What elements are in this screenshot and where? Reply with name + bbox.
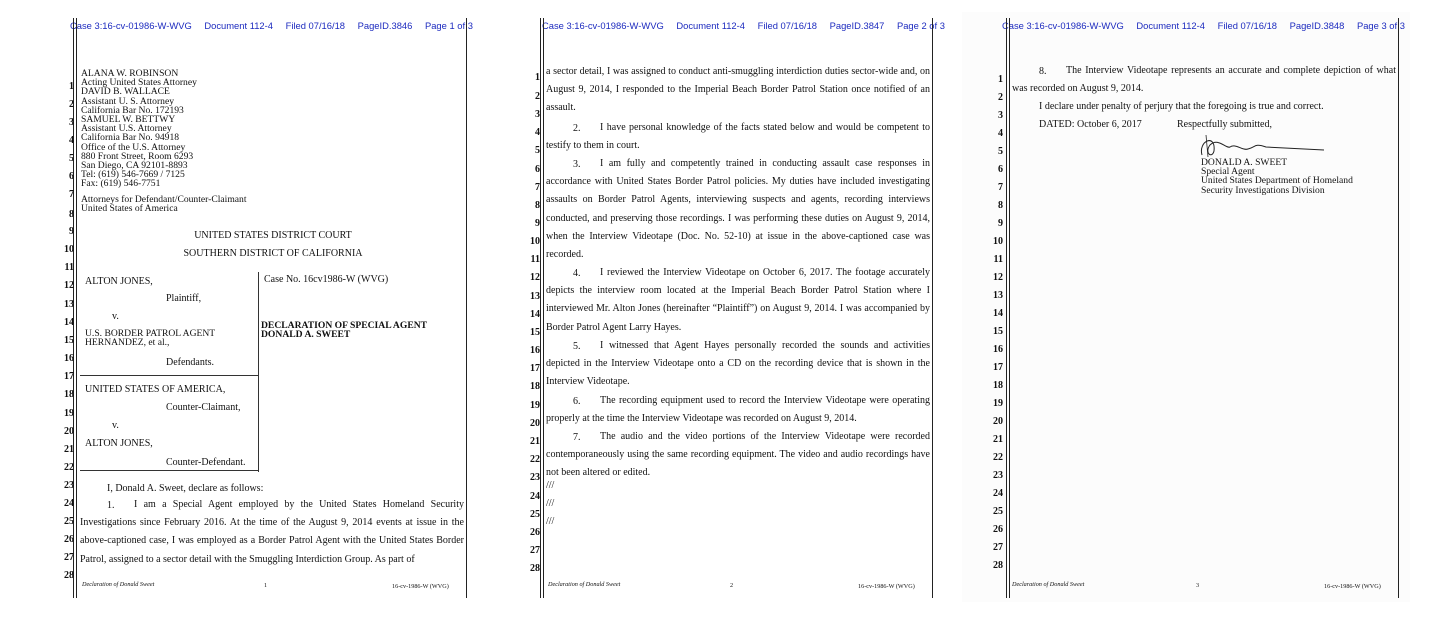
- line-number: 11: [993, 254, 1003, 265]
- court-district: SOUTHERN DISTRICT OF CALIFORNIA: [183, 248, 363, 259]
- plaintiff-name: ALTON JONES,: [85, 276, 153, 287]
- header-filed: Filed 07/16/18: [1217, 20, 1278, 31]
- slash-mark: ///: [546, 516, 555, 527]
- line-number: 26: [530, 527, 540, 538]
- footer-title: Declaration of Donald Sweet: [82, 581, 155, 588]
- court-name: UNITED STATES DISTRICT COURT: [194, 230, 352, 241]
- line-number: 25: [64, 516, 74, 527]
- line-number: 12: [530, 272, 540, 283]
- attorney-block: [81, 69, 197, 189]
- line-number: 17: [993, 362, 1003, 373]
- line-number: 12: [993, 272, 1003, 283]
- versus-2: v.: [112, 420, 119, 431]
- line-number: 6: [998, 164, 1003, 175]
- line-number: 9: [998, 218, 1003, 229]
- header-document: Document 112-4: [1136, 20, 1205, 31]
- paragraph-number: 6.: [573, 396, 581, 407]
- footer-page: 3: [1196, 582, 1200, 589]
- attorney-line: Acting United States Attorney: [81, 77, 197, 89]
- caption-rule: [80, 470, 258, 471]
- counter-claimant-role: Counter-Claimant,: [166, 402, 241, 413]
- line-number: 14: [530, 309, 540, 320]
- line-number: 1: [69, 81, 74, 92]
- signer-name: DONALD A. SWEET: [1201, 157, 1288, 168]
- defendant-line: HERNANDEZ, et al.,: [85, 337, 170, 349]
- document-title-line: DONALD A. SWEET: [261, 329, 351, 341]
- line-number: 15: [530, 327, 540, 338]
- attorney-line: California Bar No. 94918: [81, 132, 180, 144]
- attorney-line: ALANA W. ROBINSON: [81, 68, 179, 79]
- dated-line: DATED: October 6, 2017: [1039, 119, 1142, 130]
- line-number: 14: [64, 317, 74, 328]
- footer-page: 1: [264, 582, 268, 589]
- signer-title: Special Agent: [1201, 166, 1255, 178]
- header-pagenum: Page 2 of 3: [896, 20, 945, 31]
- counter-defendant-role: Counter-Defendant.: [166, 457, 246, 468]
- line-number: 13: [64, 299, 74, 310]
- line-number: 3: [69, 117, 74, 128]
- line-number: 3: [998, 110, 1003, 121]
- paragraph-number: 8.: [1039, 66, 1047, 77]
- line-number: 8: [998, 200, 1003, 211]
- line-number: 14: [993, 308, 1003, 319]
- footer-title: Declaration of Donald Sweet: [1012, 581, 1085, 588]
- right-margin-rule: [932, 18, 933, 598]
- line-number: 19: [993, 398, 1003, 409]
- attorney-line: Office of the U.S. Attorney: [81, 141, 186, 153]
- attorney-line: San Diego, CA 92101-8893: [81, 160, 188, 172]
- footer-case: 16-cv-1986-W (WVG): [392, 583, 449, 590]
- attorney-line: Assistant U. S. Attorney: [81, 95, 175, 107]
- line-number: 10: [64, 244, 74, 255]
- paragraph-number: 4.: [573, 268, 581, 279]
- line-number: 13: [530, 291, 540, 302]
- line-number: 26: [64, 534, 74, 545]
- line-number: 16: [530, 345, 540, 356]
- footer-case: 16-cv-1986-W (WVG): [1324, 583, 1381, 590]
- counter-claimant-name: UNITED STATES OF AMERICA,: [85, 384, 226, 395]
- line-number: 1: [998, 74, 1003, 85]
- line-number: 24: [530, 491, 540, 502]
- line-number: 12: [64, 280, 74, 291]
- line-number: 22: [64, 462, 74, 473]
- header-pagenum: Page 3 of 3: [1356, 20, 1405, 31]
- line-number: 27: [64, 552, 74, 563]
- footer-case: 16-cv-1986-W (WVG): [858, 583, 915, 590]
- line-number: 5: [535, 145, 540, 156]
- paragraph-2: I have personal knowledge of the facts stated below and would be competent to testify to them in court.: [546, 122, 930, 152]
- defendant-role: Defendants.: [166, 357, 215, 368]
- signer-org: Security Investigations Division: [1201, 184, 1325, 196]
- line-number: 3: [535, 109, 540, 120]
- line-number: 21: [530, 436, 540, 447]
- line-number: 25: [530, 509, 540, 520]
- header-pagenum: Page 1 of 3: [424, 20, 473, 31]
- versus-1: v.: [112, 311, 119, 322]
- line-number: 7: [69, 189, 74, 200]
- line-number: 18: [530, 381, 540, 392]
- line-number: 20: [993, 416, 1003, 427]
- line-number: 19: [530, 400, 540, 411]
- header-filed: Filed 07/16/18: [757, 20, 818, 31]
- attorneys-for-line: Attorneys for Defendant/Counter-Claimant: [81, 194, 247, 205]
- defendant-name: [85, 329, 215, 347]
- attorney-line: SAMUEL W. BETTWY: [81, 114, 176, 126]
- line-number: 28: [993, 560, 1003, 571]
- line-number: 27: [993, 542, 1003, 553]
- line-number: 5: [69, 153, 74, 164]
- line-number: 8: [535, 200, 540, 211]
- paragraph-1: I am a Special Agent employed by the United States Homeland Security Investigations since February 2016. At the time of the August 9, 2014 events at issue in the above-captioned case, I was employed as a Border Patrol Agent with the United States Border Patrol, assigned to a sector detail with the Smuggling Interdiction Group. As part of: [80, 499, 464, 565]
- paragraph-number: 1.: [107, 500, 115, 511]
- line-number: 24: [993, 488, 1003, 499]
- header-document: Document 112-4: [676, 20, 745, 31]
- line-number: 20: [530, 418, 540, 429]
- document-title: [261, 321, 427, 339]
- line-number: 15: [993, 326, 1003, 337]
- line-number: 8: [69, 209, 74, 220]
- signer-org: United States Department of Homeland: [1201, 175, 1353, 187]
- paragraph-7: The audio and the video portions of the Interview Videotape were recorded contemporaneously using the same recording equipment. The video and audio recordings have not been altered or edited.: [546, 431, 930, 479]
- line-number: 17: [530, 363, 540, 374]
- line-number: 28: [64, 570, 74, 581]
- line-number: 1: [535, 72, 540, 83]
- line-number: 21: [993, 434, 1003, 445]
- paragraph-number: 3.: [573, 159, 581, 170]
- document-page-2: [492, 12, 945, 602]
- paragraph-4: I reviewed the Interview Videotape on October 6, 2017. The footage accurately depicts the interview room located at the Imperial Beach Border Patrol Station where I interviewed Mr. Alton Jones (hereinafter “Plaintiff”) on August 9, 2014. I was accompanied by Border Patrol Agent Larry Hayes.: [546, 267, 930, 333]
- paragraph-5: I witnessed that Agent Hayes personally recorded the sounds and activities depicted in the Interview Videotape onto a CD on the recording device that is shown in the Interview Videotape.: [546, 340, 930, 388]
- header-pageid: PageID.3846: [357, 20, 413, 31]
- line-number: 6: [535, 164, 540, 175]
- line-number: 18: [64, 389, 74, 400]
- paragraph-number: 7.: [573, 432, 581, 443]
- attorney-line: Fax: (619) 546-7751: [81, 178, 161, 190]
- line-number: 17: [64, 371, 74, 382]
- case-number: Case No. 16cv1986-W (WVG): [264, 274, 389, 285]
- right-margin-rule: [466, 18, 467, 598]
- header-document: Document 112-4: [204, 20, 273, 31]
- header-pageid: PageID.3848: [1289, 20, 1345, 31]
- caption-divider: [258, 272, 259, 472]
- line-number: 26: [993, 524, 1003, 535]
- line-number: 28: [530, 563, 540, 574]
- paragraph-number: 2.: [573, 123, 581, 134]
- signature-block: [1201, 158, 1353, 195]
- paragraph-number: 5.: [573, 341, 581, 352]
- line-number: 6: [69, 171, 74, 182]
- header-case: Case 3:16-cv-01986-W-WVG: [1002, 20, 1124, 31]
- line-number: 24: [64, 498, 74, 509]
- declaration-intro: I, Donald A. Sweet, declare as follows:: [107, 483, 264, 494]
- respectfully-submitted: Respectfully submitted,: [1177, 119, 1272, 130]
- line-number: 22: [530, 454, 540, 465]
- line-number: 20: [64, 426, 74, 437]
- line-number: 15: [64, 335, 74, 346]
- footer-page: 2: [730, 582, 734, 589]
- page-header: [70, 20, 473, 31]
- left-margin-rule: [540, 18, 544, 598]
- line-number: 7: [998, 182, 1003, 193]
- perjury-statement: I declare under penalty of perjury that the foregoing is true and correct.: [1039, 101, 1324, 112]
- line-number: 11: [530, 254, 540, 265]
- line-number: 23: [530, 472, 540, 483]
- line-number: 4: [69, 135, 74, 146]
- paragraph-1-continued: a sector detail, I was assigned to conduct anti-smuggling interdiction duties sector-wide and, on August 9, 2014, I responded to the Imperial Beach Border Patrol Station once notified of an assault.: [546, 66, 930, 114]
- line-number: 9: [69, 226, 74, 237]
- attorney-line: Assistant U.S. Attorney: [81, 123, 172, 135]
- counter-defendant-name: ALTON JONES,: [85, 438, 153, 449]
- line-number: 25: [993, 506, 1003, 517]
- line-number: 7: [535, 182, 540, 193]
- line-number: 5: [998, 146, 1003, 157]
- line-number: 21: [64, 444, 74, 455]
- footer-title: Declaration of Donald Sweet: [548, 581, 621, 588]
- line-number: 10: [993, 236, 1003, 247]
- caption-rule: [80, 375, 258, 376]
- line-number: 2: [535, 91, 540, 102]
- line-number: 16: [64, 353, 74, 364]
- header-pageid: PageID.3847: [829, 20, 885, 31]
- attorney-line: DAVID B. WALLACE: [81, 86, 170, 98]
- attorney-line: California Bar No. 172193: [81, 104, 184, 116]
- document-page-1: [20, 12, 473, 602]
- line-number: 4: [998, 128, 1003, 139]
- line-number: 4: [535, 127, 540, 138]
- line-number: 2: [69, 99, 74, 110]
- line-number: 11: [64, 262, 74, 273]
- line-number: 9: [535, 218, 540, 229]
- slash-mark: ///: [546, 480, 555, 491]
- line-number: 16: [993, 344, 1003, 355]
- defendant-line: U.S. BORDER PATROL AGENT: [85, 328, 216, 339]
- line-number: 19: [64, 408, 74, 419]
- right-margin-rule: [1398, 18, 1399, 598]
- line-number: 27: [530, 545, 540, 556]
- page-header: [542, 20, 945, 31]
- page-header: [1002, 20, 1410, 31]
- paragraph-8: The Interview Videotape represents an accurate and complete depiction of what was recorded on August 9, 2014.: [1012, 65, 1396, 95]
- line-number: 23: [993, 470, 1003, 481]
- line-number: 2: [998, 92, 1003, 103]
- line-number: 23: [64, 480, 74, 491]
- document-page-3: [962, 12, 1410, 602]
- paragraph-3: I am fully and competently trained in conducting assault case responses in accordance with United States Border Patrol policies. My duties have included investigating assaults on Border Patrol Agents, interviewing suspects and agents, recording interviews conducted, and preserving those recordings. I was performing these duties on August 9, 2014, when the Interview Videotape (Doc. No. 52-10) at issue in the above-captioned case was recorded.: [546, 158, 930, 261]
- line-number: 13: [993, 290, 1003, 301]
- left-margin-rule: [1006, 18, 1010, 598]
- header-filed: Filed 07/16/18: [285, 20, 346, 31]
- line-number: 10: [530, 236, 540, 247]
- header-case: Case 3:16-cv-01986-W-WVG: [70, 20, 192, 31]
- attorney-line: Tel: (619) 546-7669 / 7125: [81, 169, 185, 181]
- plaintiff-role: Plaintiff,: [166, 293, 202, 304]
- attorney-line: 880 Front Street, Room 6293: [81, 150, 194, 162]
- line-number: 18: [993, 380, 1003, 391]
- line-number: 22: [993, 452, 1003, 463]
- paragraph-6: The recording equipment used to record the Interview Videotape were operating properly at the time the Interview Videotape was recorded on August 9, 2014.: [546, 395, 930, 425]
- header-case: Case 3:16-cv-01986-W-WVG: [542, 20, 664, 31]
- attorneys-for-line: United States of America: [81, 203, 178, 215]
- attorneys-for: [81, 195, 247, 213]
- slash-mark: ///: [546, 498, 555, 509]
- document-title-line: DECLARATION OF SPECIAL AGENT: [261, 320, 428, 331]
